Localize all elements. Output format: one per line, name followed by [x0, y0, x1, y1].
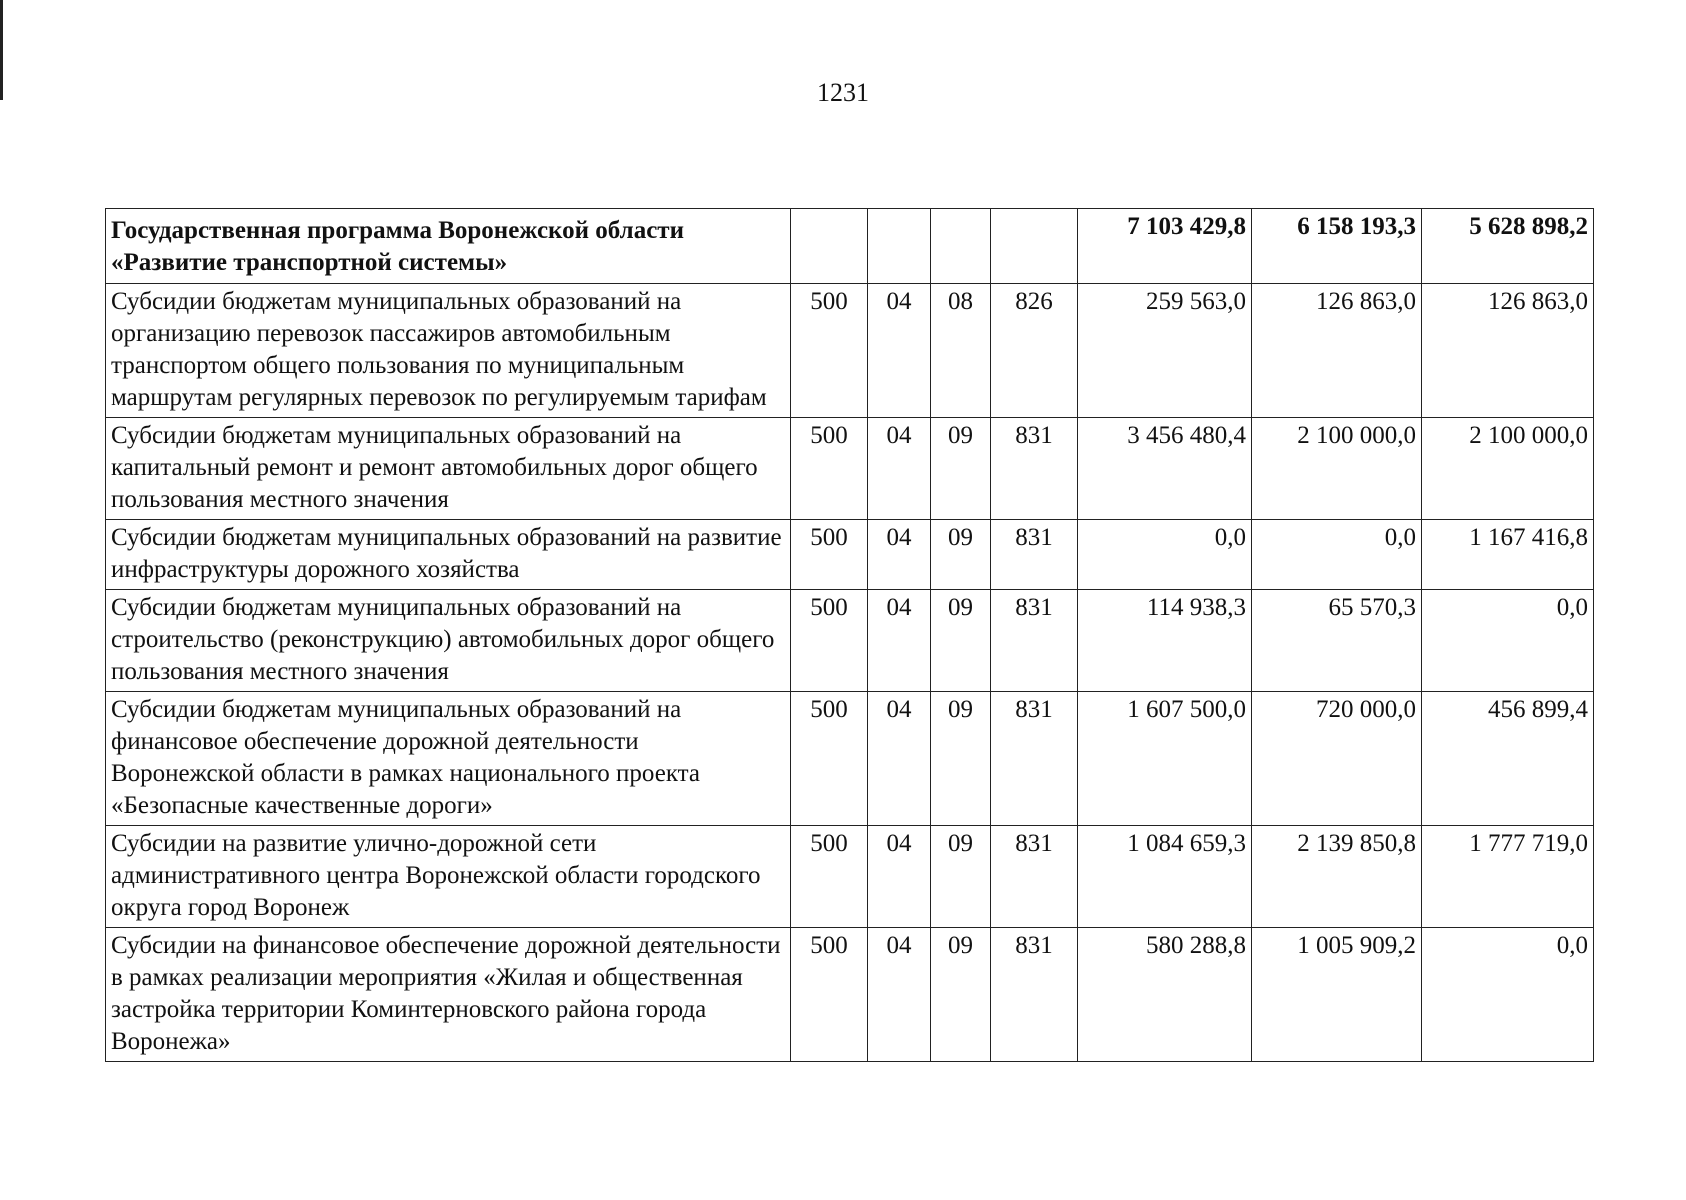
row-value-2: 65 570,3 [1252, 590, 1422, 692]
row-value-2: 1 005 909,2 [1252, 928, 1422, 1062]
table-row [106, 928, 1594, 1062]
row-value-1: 0,0 [1078, 520, 1252, 590]
row-value-3: 1 777 719,0 [1422, 826, 1594, 928]
row-code-2: 04 [868, 284, 931, 418]
row-value-2: 2 139 850,8 [1252, 826, 1422, 928]
row-value-1: 259 563,0 [1078, 284, 1252, 418]
row-code-4: 831 [991, 418, 1078, 520]
row-name: Субсидии на финансовое обеспечение дорожной деятельности в рамках реализации мероприятия «Жилая и общественная застройка территории Коминтерновского района города Воронежа» [106, 928, 791, 1062]
row-code-3: 08 [931, 284, 991, 418]
page-number: 1231 [817, 78, 869, 107]
table-row [106, 520, 1594, 590]
table-body [106, 209, 1594, 1062]
row-value-3: 1 167 416,8 [1422, 520, 1594, 590]
row-name: Субсидии бюджетам муниципальных образований на капитальный ремонт и ремонт автомобильных дорог общего пользования местного значения [106, 418, 791, 520]
row-code-2: 04 [868, 692, 931, 826]
table-row [106, 418, 1594, 520]
row-code-4: 826 [991, 284, 1078, 418]
row-code-3: 09 [931, 418, 991, 520]
row-code-3: 09 [931, 826, 991, 928]
row-code-1: 500 [791, 418, 868, 520]
row-name: Субсидии бюджетам муниципальных образований на организацию перевозок пассажиров автомобильным транспортом общего пользования по муниципальным маршрутам регулярных перевозок по регулируемым тарифам [106, 284, 791, 418]
row-name: Субсидии бюджетам муниципальных образований на финансовое обеспечение дорожной деятельности Воронежской области в рамках национального проекта «Безопасные качественные дороги» [106, 692, 791, 826]
program-code-4 [991, 209, 1078, 284]
row-value-2: 0,0 [1252, 520, 1422, 590]
row-value-1: 580 288,8 [1078, 928, 1252, 1062]
row-value-2: 126 863,0 [1252, 284, 1422, 418]
row-value-3: 0,0 [1422, 928, 1594, 1062]
program-name: Государственная программа Воронежской области «Развитие транспортной системы» [106, 209, 791, 284]
row-code-1: 500 [791, 826, 868, 928]
row-code-4: 831 [991, 826, 1078, 928]
row-value-2: 720 000,0 [1252, 692, 1422, 826]
program-value-1: 7 103 429,8 [1078, 209, 1252, 284]
program-row [106, 209, 1594, 284]
row-value-3: 0,0 [1422, 590, 1594, 692]
row-value-1: 114 938,3 [1078, 590, 1252, 692]
row-code-1: 500 [791, 590, 868, 692]
row-code-3: 09 [931, 520, 991, 590]
program-code-3 [931, 209, 991, 284]
row-name: Субсидии бюджетам муниципальных образований на развитие инфраструктуры дорожного хозяйства [106, 520, 791, 590]
row-code-3: 09 [931, 590, 991, 692]
row-code-2: 04 [868, 520, 931, 590]
row-code-1: 500 [791, 928, 868, 1062]
row-code-2: 04 [868, 928, 931, 1062]
row-name: Субсидии на развитие улично-дорожной сети административного центра Воронежской области городского округа город Воронеж [106, 826, 791, 928]
row-code-2: 04 [868, 418, 931, 520]
program-value-2: 6 158 193,3 [1252, 209, 1422, 284]
budget-table [105, 208, 1594, 1062]
row-value-3: 456 899,4 [1422, 692, 1594, 826]
row-value-1: 3 456 480,4 [1078, 418, 1252, 520]
program-value-3: 5 628 898,2 [1422, 209, 1594, 284]
row-value-1: 1 607 500,0 [1078, 692, 1252, 826]
program-code-1 [791, 209, 868, 284]
row-name: Субсидии бюджетам муниципальных образований на строительство (реконструкцию) автомобильных дорог общего пользования местного значения [106, 590, 791, 692]
row-code-1: 500 [791, 520, 868, 590]
table-row [106, 590, 1594, 692]
row-code-1: 500 [791, 692, 868, 826]
row-code-2: 04 [868, 826, 931, 928]
row-value-3: 2 100 000,0 [1422, 418, 1594, 520]
row-code-4: 831 [991, 928, 1078, 1062]
row-code-4: 831 [991, 520, 1078, 590]
row-code-3: 09 [931, 928, 991, 1062]
table-row [106, 284, 1594, 418]
row-value-2: 2 100 000,0 [1252, 418, 1422, 520]
table-row [106, 826, 1594, 928]
row-code-4: 831 [991, 590, 1078, 692]
row-code-2: 04 [868, 590, 931, 692]
row-value-1: 1 084 659,3 [1078, 826, 1252, 928]
row-code-1: 500 [791, 284, 868, 418]
table-row [106, 692, 1594, 826]
row-code-4: 831 [991, 692, 1078, 826]
row-value-3: 126 863,0 [1422, 284, 1594, 418]
program-code-2 [868, 209, 931, 284]
row-code-3: 09 [931, 692, 991, 826]
